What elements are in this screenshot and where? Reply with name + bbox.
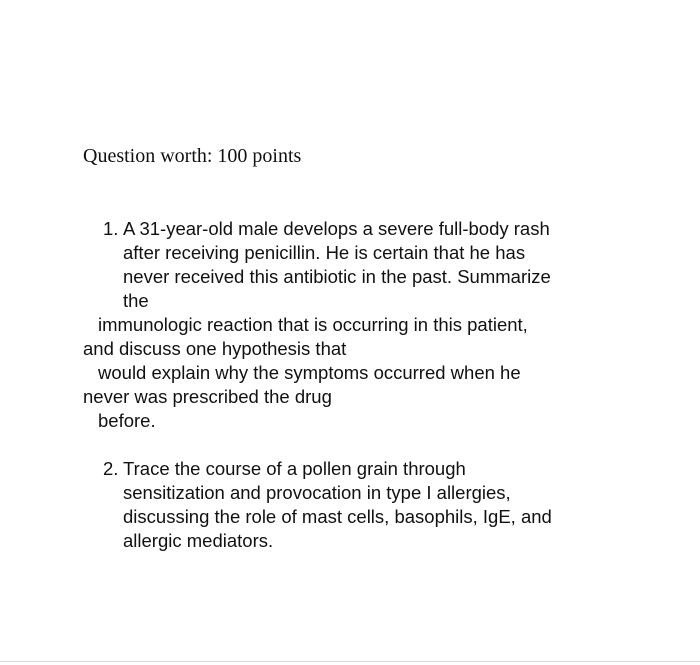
question-header: Question worth: 100 points [83,145,302,167]
question-1-line-6: and discuss one hypothesis that [83,338,347,359]
question-1-line-5: immunologic reaction that is occurring in this patient, [98,314,528,335]
question-1-line-3: never received this antibiotic in the past. Summarize [123,266,551,287]
question-2-line-4: allergic mediators. [123,530,274,551]
bottom-divider [0,661,700,662]
question-2-number: 2. [103,458,119,479]
question-2-line-3: discussing the role of mast cells, basophils, IgE, and [123,506,552,527]
question-1-line-7: would explain why the symptoms occurred when he [98,362,521,383]
question-2-line-1: 2. Trace the course of a pollen grain through [103,458,466,479]
question-1-line-4: the [123,290,149,311]
question-1-line-1: 1. A 31-year-old male develops a severe full-body rash [103,218,550,239]
question-2-line-2: sensitization and provocation in type I allergies, [123,482,511,503]
question-1-line-8: never was prescribed the drug [83,386,332,407]
question-1-number: 1. [103,218,119,239]
question-1-line-2: after receiving penicillin. He is certain that he has [123,242,526,263]
question-1-line-9: before. [98,410,156,431]
